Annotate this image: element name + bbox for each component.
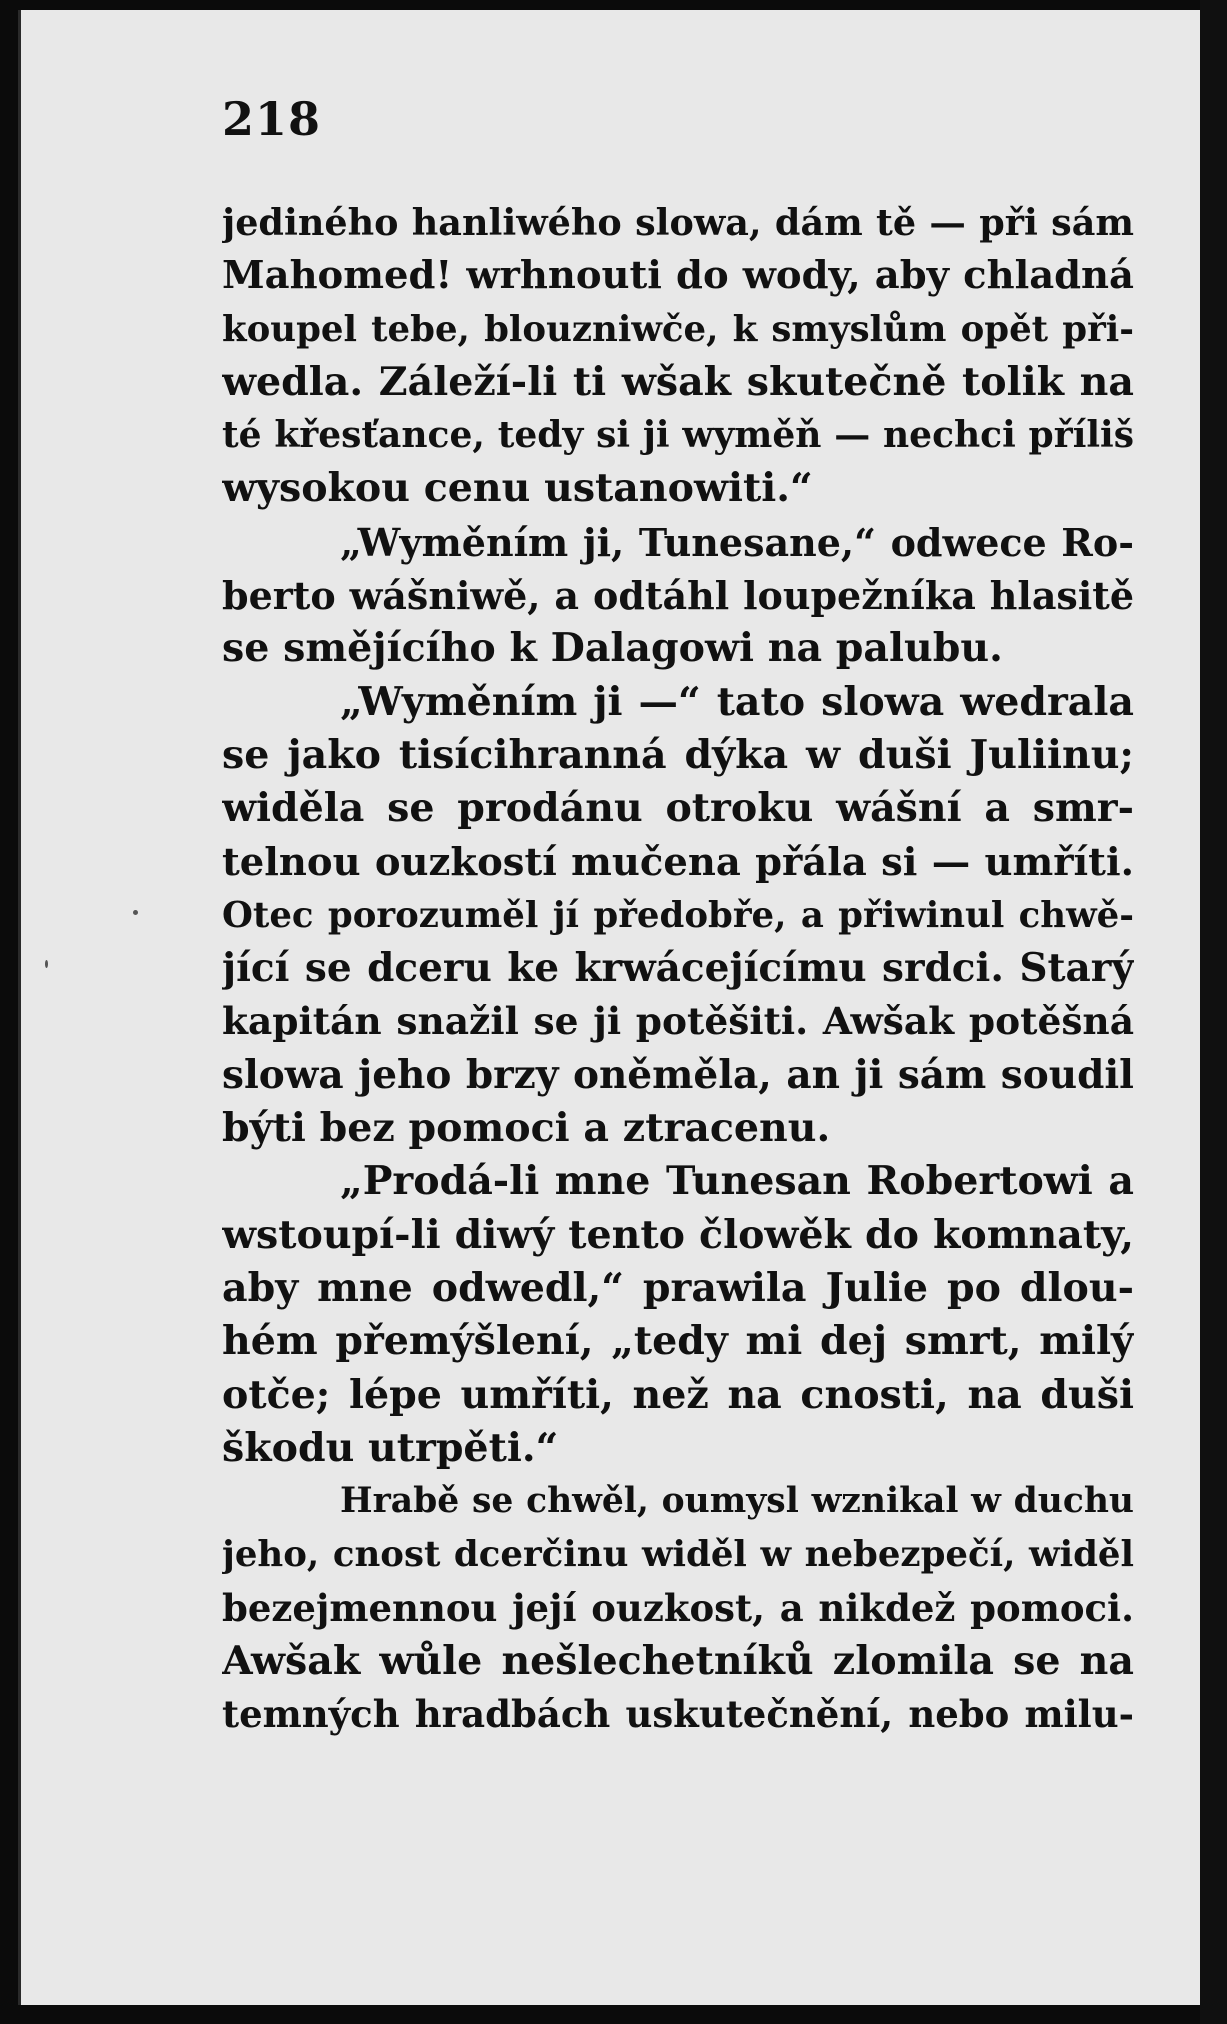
text-line: se smějícího k Dalagowi na palubu. [222, 625, 1003, 672]
text-line: té křesťance, tedy si ji wyměň — nechci příliš [222, 414, 1134, 457]
text-line: berto wášniwě, a odtáhl loupežníka hlasitě [222, 573, 1134, 619]
text-line: býti bez pomoci a ztracenu. [222, 1105, 831, 1152]
text-line: wedla. Záleží-li ti wšak skutečně tolik na [222, 358, 1134, 405]
text-line: kapitán snažil se ji potěšiti. Awšak potěšná [222, 999, 1134, 1044]
body-text [222, 196, 1134, 1742]
text-line: Awšak wůle nešlechetníků zlomila se na [222, 1638, 1134, 1685]
text-line: otče; lépe umříti, než na cnosti, na duši [222, 1371, 1134, 1418]
text-line: bezejmennou její ouzkost, a nikdež pomoci. [222, 1585, 1134, 1630]
text-line: widěla se prodánu otroku wášní a smr- [222, 785, 1134, 832]
text-line: telnou ouzkostí mučena přála si — umříti. [222, 839, 1134, 885]
text-line: Otec porozuměl jí předobře, a přiwinul chwě- [222, 894, 1134, 936]
paper-speck [45, 960, 48, 968]
page-number: 218 [222, 92, 322, 146]
text-line: jediného hanliwého slowa, dám tě — při sám [222, 201, 1134, 244]
text-line: „Wyměním ji, Tunesane,“ odwece Ro- [340, 519, 1134, 565]
text-line: Hrabě se chwěl, oumysl wznikal w duchu [340, 1481, 1134, 1522]
text-line: Mahomed! wrhnouti do wody, aby chladná [222, 253, 1134, 299]
text-line: wstoupí-li diwý tento člowěk do komnaty, [222, 1211, 1134, 1258]
text-line: slowa jeho brzy oněměla, an ji sám soudil [222, 1051, 1134, 1098]
page-edge [1200, 0, 1227, 2024]
text-line: jeho, cnost dcerčinu widěl w nebezpečí, widěl [222, 1534, 1134, 1576]
text-line: wysokou cenu ustanowiti.“ [222, 465, 813, 512]
text-line: se jako tisícihranná dýka w duši Juliinu; [222, 731, 1134, 778]
text-line: aby mne odwedl,“ prawila Julie po dlou- [222, 1264, 1134, 1311]
text-line: jící se dceru ke krwácejícímu srdci. Starý [222, 945, 1134, 992]
text-line: „Prodá-li mne Tunesan Robertowi a [340, 1158, 1134, 1205]
text-line: koupel tebe, blouzniwče, k smyslům opět při- [222, 308, 1134, 350]
text-line: škodu utrpěti.“ [222, 1424, 559, 1471]
text-line: „Wyměním ji —“ tato slowa wedrala [340, 678, 1134, 725]
text-line: hém přemýšlení, „tedy mi dej smrt, milý [222, 1318, 1134, 1365]
text-line: temných hradbách uskutečnění, nebo milu- [222, 1692, 1134, 1737]
paper-speck [133, 910, 138, 915]
